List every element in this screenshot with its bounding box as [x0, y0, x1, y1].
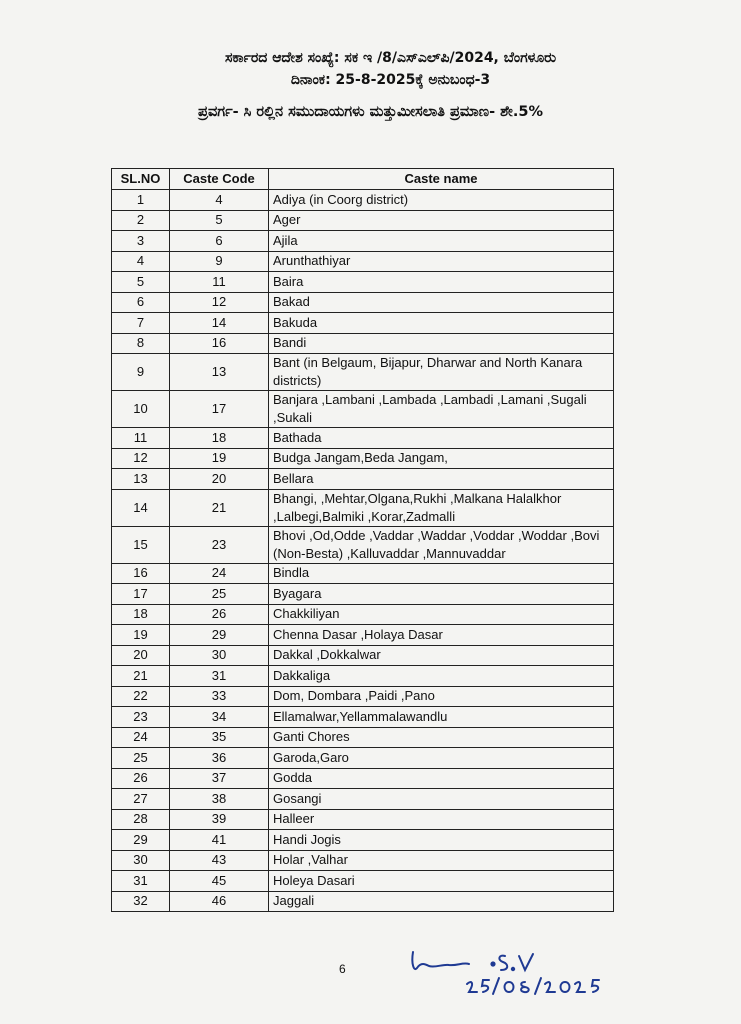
cell-caste-code: 46 [170, 891, 269, 912]
cell-caste-code: 25 [170, 584, 269, 605]
table-row [112, 210, 614, 231]
cell-caste-name: Bellara [269, 469, 614, 490]
category-heading: ಪ್ರವರ್ಗ- ಸಿ ರಲ್ಲಿನ ಸಮುದಾಯಗಳು ಮತ್ತುಮೀಸಲಾತಿ ಪ್ರಮಾಣ- ಶೇ.5% [198, 104, 543, 120]
cell-caste-name: Dakkal ,Dokkalwar [269, 645, 614, 666]
cell-caste-code: 23 [170, 526, 269, 563]
cell-caste-name: Jaggali [269, 891, 614, 912]
table-row [112, 251, 614, 272]
cell-sl-no: 16 [112, 563, 170, 584]
cell-sl-no: 25 [112, 748, 170, 769]
cell-caste-name: Ganti Chores [269, 727, 614, 748]
table-row [112, 448, 614, 469]
caste-table-body [112, 190, 614, 912]
column-header-sl-no: SL.NO [112, 169, 170, 190]
cell-caste-name: Arunthathiyar [269, 251, 614, 272]
cell-caste-name: Baira [269, 272, 614, 293]
cell-caste-code: 26 [170, 604, 269, 625]
cell-sl-no: 2 [112, 210, 170, 231]
cell-caste-name: Byagara [269, 584, 614, 605]
cell-caste-code: 39 [170, 809, 269, 830]
table-row [112, 563, 614, 584]
cell-sl-no: 30 [112, 850, 170, 871]
cell-caste-name: Garoda,Garo [269, 748, 614, 769]
table-row [112, 727, 614, 748]
cell-caste-code: 5 [170, 210, 269, 231]
cell-sl-no: 6 [112, 292, 170, 313]
table-row [112, 428, 614, 449]
cell-sl-no: 10 [112, 391, 170, 428]
cell-caste-code: 6 [170, 231, 269, 252]
cell-sl-no: 11 [112, 428, 170, 449]
signature-icon [405, 944, 605, 1004]
cell-caste-code: 13 [170, 354, 269, 391]
cell-caste-name: Holeya Dasari [269, 871, 614, 892]
column-header-caste-name: Caste name [269, 169, 614, 190]
cell-sl-no: 14 [112, 489, 170, 526]
cell-caste-code: 24 [170, 563, 269, 584]
cell-sl-no: 26 [112, 768, 170, 789]
cell-caste-code: 43 [170, 850, 269, 871]
cell-sl-no: 24 [112, 727, 170, 748]
cell-sl-no: 18 [112, 604, 170, 625]
cell-sl-no: 17 [112, 584, 170, 605]
cell-caste-name: Gosangi [269, 789, 614, 810]
cell-caste-name: Handi Jogis [269, 830, 614, 851]
date-annexure-heading: ದಿನಾಂಕ: 25-8-2025ಕ್ಕೆ ಅನುಬಂಧ-3 [290, 72, 491, 88]
cell-caste-name: Bindla [269, 563, 614, 584]
table-row [112, 469, 614, 490]
table-row [112, 830, 614, 851]
cell-sl-no: 15 [112, 526, 170, 563]
table-row [112, 645, 614, 666]
cell-caste-code: 21 [170, 489, 269, 526]
table-row [112, 768, 614, 789]
cell-caste-name: Chakkiliyan [269, 604, 614, 625]
cell-sl-no: 8 [112, 333, 170, 354]
table-row [112, 789, 614, 810]
cell-caste-code: 38 [170, 789, 269, 810]
table-row [112, 391, 614, 428]
cell-sl-no: 5 [112, 272, 170, 293]
cell-caste-code: 41 [170, 830, 269, 851]
cell-caste-code: 12 [170, 292, 269, 313]
table-row [112, 333, 614, 354]
cell-sl-no: 28 [112, 809, 170, 830]
cell-sl-no: 9 [112, 354, 170, 391]
table-row [112, 850, 614, 871]
cell-caste-name: Budga Jangam,Beda Jangam, [269, 448, 614, 469]
cell-sl-no: 27 [112, 789, 170, 810]
cell-caste-code: 14 [170, 313, 269, 334]
cell-caste-code: 34 [170, 707, 269, 728]
cell-sl-no: 32 [112, 891, 170, 912]
cell-caste-name: Chenna Dasar ,Holaya Dasar [269, 625, 614, 646]
table-row [112, 313, 614, 334]
cell-caste-code: 11 [170, 272, 269, 293]
table-row [112, 625, 614, 646]
table-row [112, 489, 614, 526]
cell-caste-code: 17 [170, 391, 269, 428]
caste-table [111, 168, 614, 912]
cell-sl-no: 22 [112, 686, 170, 707]
cell-caste-name: Dom, Dombara ,Paidi ,Pano [269, 686, 614, 707]
order-number-heading: ಸರ್ಕಾರದ ಆದೇಶ ಸಂಖ್ಯೆ: ಸಕ ಇ /8/ಎಸ್ಎಲ್‌ಪಿ/2024, ಬೆಂಗಳೂರು [224, 50, 557, 66]
table-row [112, 272, 614, 293]
table-row [112, 584, 614, 605]
cell-sl-no: 13 [112, 469, 170, 490]
table-row [112, 292, 614, 313]
cell-caste-name: Bandi [269, 333, 614, 354]
cell-caste-name: Bathada [269, 428, 614, 449]
column-header-caste-code: Caste Code [170, 169, 269, 190]
cell-caste-name: Banjara ,Lambani ,Lambada ,Lambadi ,Lamani ,Sugali ,Sukali [269, 391, 614, 428]
cell-caste-name: Godda [269, 768, 614, 789]
table-row [112, 809, 614, 830]
cell-caste-name: Bant (in Belgaum, Bijapur, Dharwar and North Kanara districts) [269, 354, 614, 391]
cell-caste-code: 16 [170, 333, 269, 354]
cell-sl-no: 7 [112, 313, 170, 334]
cell-caste-code: 19 [170, 448, 269, 469]
cell-caste-name: Holar ,Valhar [269, 850, 614, 871]
cell-sl-no: 12 [112, 448, 170, 469]
cell-caste-code: 37 [170, 768, 269, 789]
cell-caste-code: 18 [170, 428, 269, 449]
table-row [112, 354, 614, 391]
cell-sl-no: 3 [112, 231, 170, 252]
cell-sl-no: 1 [112, 190, 170, 211]
cell-caste-code: 20 [170, 469, 269, 490]
cell-caste-name: Halleer [269, 809, 614, 830]
cell-caste-name: Ellamalwar,Yellammalawandlu [269, 707, 614, 728]
cell-sl-no: 21 [112, 666, 170, 687]
cell-caste-name: Ajila [269, 231, 614, 252]
cell-caste-name: Ager [269, 210, 614, 231]
cell-caste-code: 35 [170, 727, 269, 748]
cell-caste-code: 33 [170, 686, 269, 707]
cell-caste-code: 45 [170, 871, 269, 892]
cell-caste-code: 30 [170, 645, 269, 666]
table-row [112, 748, 614, 769]
table-row [112, 190, 614, 211]
cell-caste-name: Bhovi ,Od,Odde ,Vaddar ,Waddar ,Voddar ,Woddar ,Bovi (Non-Besta) ,Kalluvaddar ,Mannuvaddar [269, 526, 614, 563]
cell-caste-code: 4 [170, 190, 269, 211]
table-row [112, 686, 614, 707]
cell-sl-no: 29 [112, 830, 170, 851]
table-row [112, 666, 614, 687]
cell-sl-no: 20 [112, 645, 170, 666]
table-row [112, 231, 614, 252]
cell-sl-no: 4 [112, 251, 170, 272]
cell-sl-no: 23 [112, 707, 170, 728]
cell-caste-code: 29 [170, 625, 269, 646]
cell-caste-code: 31 [170, 666, 269, 687]
cell-caste-code: 9 [170, 251, 269, 272]
cell-caste-name: Bhangi, ,Mehtar,Olgana,Rukhi ,Malkana Halalkhor ,Lalbegi,Balmiki ,Korar,Zadmalli [269, 489, 614, 526]
table-row [112, 871, 614, 892]
cell-caste-name: Adiya (in Coorg district) [269, 190, 614, 211]
cell-caste-name: Dakkaliga [269, 666, 614, 687]
table-header-row [112, 169, 614, 190]
table-row [112, 604, 614, 625]
page-number: 6 [339, 962, 346, 976]
cell-caste-name: Bakuda [269, 313, 614, 334]
cell-caste-name: Bakad [269, 292, 614, 313]
table-row [112, 891, 614, 912]
cell-caste-code: 36 [170, 748, 269, 769]
table-row [112, 526, 614, 563]
table-row [112, 707, 614, 728]
cell-sl-no: 31 [112, 871, 170, 892]
cell-sl-no: 19 [112, 625, 170, 646]
